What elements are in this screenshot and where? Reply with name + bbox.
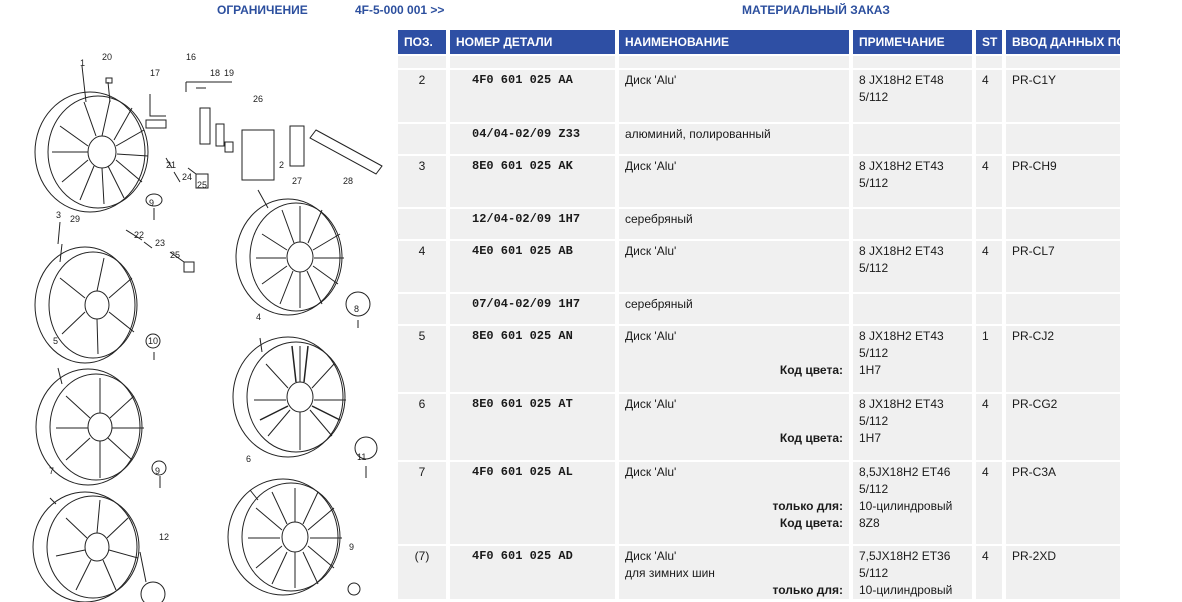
color-code-label: Код цвета: (779, 431, 843, 445)
column-header-part-number[interactable]: НОМЕР ДЕТАЛИ (450, 30, 615, 54)
wheel-6-drawing (228, 479, 342, 595)
st-cell: 4 (976, 70, 1002, 122)
parts-diagram (0, 22, 398, 599)
callout-8: 8 (354, 304, 360, 314)
column-header-note[interactable]: ПРИМЕЧАНИЕ (853, 30, 972, 54)
spacer-cell (398, 56, 446, 68)
callout-25b: 25 (170, 250, 181, 260)
note-cell (853, 209, 972, 239)
center-cap-9b-drawing (348, 583, 360, 595)
model-data-cell (1006, 294, 1120, 324)
part-number-cell[interactable]: 4E0 601 025 AB (450, 241, 615, 292)
part-date-cell: 04/04-02/09 Z33 (450, 124, 615, 154)
callout-23: 23 (155, 238, 166, 248)
callout-26: 26 (253, 94, 264, 104)
color-code-label: Код цвета: (779, 516, 843, 530)
callout-12: 12 (159, 532, 170, 542)
callout-7: 7 (49, 466, 55, 476)
note-line: 5/112 (859, 482, 889, 496)
callout-17: 17 (150, 68, 161, 78)
part-date-cell: 12/04-02/09 1H7 (450, 209, 615, 239)
only-for-label: только для: (772, 499, 843, 513)
note-line: 5/112 (859, 414, 889, 428)
callout-25: 25 (197, 180, 208, 190)
model-data-cell: PR-CH9 (1006, 156, 1120, 207)
callout-24: 24 (182, 172, 193, 182)
st-cell: 1 (976, 326, 1002, 392)
callout-9: 9 (149, 198, 155, 208)
name-cell: серебряный (619, 209, 849, 239)
spacer-cell (853, 56, 972, 68)
note-line: 5/112 (859, 566, 889, 580)
part-date-cell: 07/04-02/09 1H7 (450, 294, 615, 324)
st-cell: 4 (976, 156, 1002, 207)
note-line: 10-цилиндровый (859, 499, 953, 513)
note-line: 8Z8 (859, 516, 880, 530)
sealant-kit-drawing (242, 130, 274, 180)
model-data-cell: PR-2XD (1006, 546, 1120, 599)
note-cell (853, 326, 972, 392)
pos-cell: 6 (398, 394, 446, 460)
note-line: 1H7 (859, 431, 882, 445)
top-navigation-bar (0, 0, 1120, 22)
note-line: 5/112 (859, 90, 889, 104)
callout-6: 6 (246, 454, 252, 464)
pos-cell: 3 (398, 156, 446, 207)
bottle-drawing (290, 126, 304, 166)
callout-20: 20 (102, 52, 113, 62)
st-cell: 4 (976, 241, 1002, 292)
model-data-cell: PR-CL7 (1006, 241, 1120, 292)
st-cell (976, 209, 1002, 239)
name-line: Диск 'Alu' (625, 465, 677, 479)
center-cap-12-drawing (141, 582, 165, 602)
callout-16: 16 (186, 52, 197, 62)
spacer-cell (1006, 56, 1120, 68)
name-line: Диск 'Alu' (625, 397, 677, 411)
st-cell (976, 294, 1002, 324)
pos-cell: 2 (398, 70, 446, 122)
name-cell: Диск 'Alu' (619, 156, 849, 207)
restriction-link[interactable]: ОГРАНИЧЕНИЕ (217, 3, 308, 17)
part-number-cell[interactable]: 4F0 601 025 AD (450, 546, 615, 599)
pos-cell: 4 (398, 241, 446, 292)
callout-11: 11 (357, 452, 367, 462)
part-number-cell[interactable]: 4F0 601 025 AA (450, 70, 615, 122)
callout-5: 5 (53, 336, 59, 346)
part-code-link[interactable]: 4F-5-000 001 >> (355, 3, 445, 17)
callout-3: 3 (56, 210, 62, 220)
part-number-cell[interactable]: 8E0 601 025 AN (450, 326, 615, 392)
st-cell: 4 (976, 394, 1002, 460)
note-line: 8 JX18H2 ET43 (859, 329, 944, 343)
note-line: 5/112 (859, 176, 889, 190)
spacer-cell (619, 56, 849, 68)
model-data-cell: PR-CG2 (1006, 394, 1120, 460)
pos-cell (398, 294, 446, 324)
model-data-cell (1006, 209, 1120, 239)
valve-parts-drawing (106, 78, 233, 272)
wheel-2-drawing (236, 199, 344, 315)
note-line: 8,5JX18H2 ET46 (859, 465, 951, 479)
callout-10: 10 (148, 336, 159, 346)
wheel-3-drawing (35, 247, 137, 363)
name-cell: алюминий, полированный (619, 124, 849, 154)
note-line: 8 JX18H2 ET43 (859, 159, 944, 173)
pos-cell (398, 124, 446, 154)
note-cell (853, 70, 972, 122)
pos-cell (398, 209, 446, 239)
part-number-cell[interactable]: 8E0 601 025 AK (450, 156, 615, 207)
color-code-label: Код цвета: (779, 363, 843, 377)
name-cell: Диск 'Alu' (619, 241, 849, 292)
name-cell: Диск 'Alu' (619, 70, 849, 122)
name-cell (619, 326, 849, 392)
callout-2: 2 (279, 160, 285, 170)
pos-cell: 5 (398, 326, 446, 392)
note-line: 8 JX18H2 ET43 (859, 397, 944, 411)
name-line-2: для зимних шин (625, 566, 715, 580)
part-number-cell[interactable]: 4F0 601 025 AL (450, 462, 615, 544)
name-cell (619, 546, 849, 599)
column-header-name[interactable]: НАИМЕНОВАНИЕ (619, 30, 849, 54)
only-for-label: только для: (772, 583, 843, 597)
callout-18: 18 (210, 68, 221, 78)
name-line: Диск 'Alu' (625, 329, 677, 343)
note-line: 5/112 (859, 346, 889, 360)
note-line: 8 JX18H2 ET48 (859, 73, 944, 87)
pos-cell: 7 (398, 462, 446, 544)
callout-1: 1 (80, 58, 86, 68)
column-header-model-data[interactable]: ВВОД ДАННЫХ ПО МОДЕЛИ (1006, 30, 1120, 54)
wheel-4-drawing (233, 337, 346, 457)
callout-4: 4 (256, 312, 262, 322)
name-line: Диск 'Alu' (625, 549, 677, 563)
note-line: 1H7 (859, 363, 882, 377)
wheel-1-drawing (35, 92, 148, 212)
note-cell (853, 124, 972, 154)
st-cell: 4 (976, 546, 1002, 599)
callout-28: 28 (343, 176, 354, 186)
model-data-cell: PR-C3A (1006, 462, 1120, 544)
spacer-cell (450, 56, 615, 68)
note-line: 8 JX18H2 ET43 (859, 244, 944, 258)
note-cell (853, 156, 972, 207)
model-data-cell: PR-CJ2 (1006, 326, 1120, 392)
callout-27: 27 (292, 176, 303, 186)
material-order-link[interactable]: МАТЕРИАЛЬНЫЙ ЗАКАЗ (742, 3, 890, 17)
note-line: 10-цилиндровый (859, 583, 953, 597)
note-cell (853, 241, 972, 292)
note-line: 5/112 (859, 261, 889, 275)
callout-29: 29 (70, 214, 81, 224)
spacer-cell (976, 56, 1002, 68)
part-number-cell[interactable]: 8E0 601 025 AT (450, 394, 615, 460)
note-line: 7,5JX18H2 ET36 (859, 549, 951, 563)
note-cell (853, 546, 972, 599)
wheel-7-drawing (33, 492, 139, 602)
model-data-cell: PR-C1Y (1006, 70, 1120, 122)
callout-19: 19 (224, 68, 235, 78)
tube-drawing (310, 130, 382, 174)
name-cell (619, 394, 849, 460)
pos-cell: (7) (398, 546, 446, 599)
callout-9b: 9 (155, 466, 161, 476)
callout-9c: 9 (349, 542, 355, 552)
name-cell: серебряный (619, 294, 849, 324)
name-cell (619, 462, 849, 544)
note-cell (853, 294, 972, 324)
column-header-pos[interactable]: ПОЗ. (398, 30, 446, 54)
st-cell: 4 (976, 462, 1002, 544)
callout-22: 22 (134, 230, 145, 240)
note-cell (853, 394, 972, 460)
st-cell (976, 124, 1002, 154)
note-cell (853, 462, 972, 544)
model-data-cell (1006, 124, 1120, 154)
callout-21: 21 (166, 160, 177, 170)
wheel-exploded-view (0, 22, 398, 599)
column-header-st[interactable]: ST (976, 30, 1002, 54)
